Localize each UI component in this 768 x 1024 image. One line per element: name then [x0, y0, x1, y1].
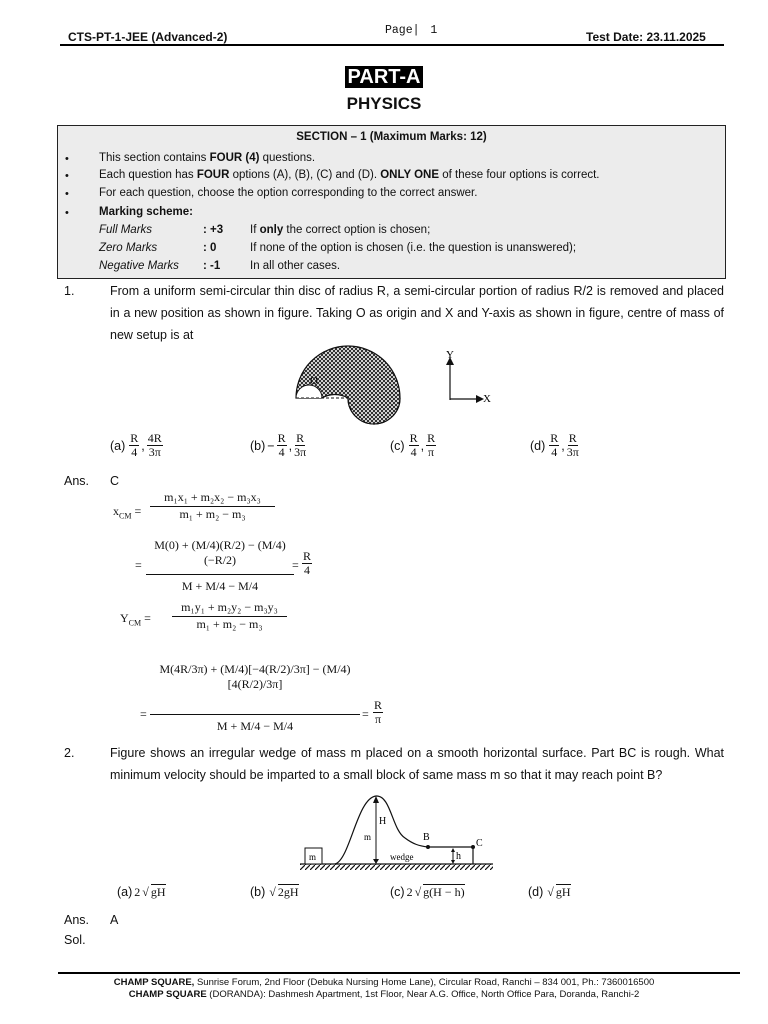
q2-answer-label: Ans. [64, 913, 90, 927]
xcm-lhs [113, 504, 141, 520]
option-label: (b) [250, 885, 266, 899]
bullet-marker: • [65, 153, 69, 165]
option-fraction [549, 432, 559, 459]
ycm-lhs [120, 611, 151, 627]
instruction-options [99, 169, 600, 181]
xcm-symbol: x [113, 504, 119, 518]
y-step-formula [150, 640, 360, 734]
part-title: PART-A [345, 66, 424, 88]
numerator: R [303, 549, 312, 563]
equals-sign: = [134, 504, 142, 518]
section-instructions-box [57, 125, 726, 279]
denominator: π [428, 445, 435, 459]
x-result-equals: = [292, 558, 299, 572]
point-C-label: C [476, 838, 483, 849]
footer-address-1 [0, 977, 768, 988]
full-marks-desc [250, 224, 430, 236]
q1-answer-label: Ans. [64, 474, 90, 488]
x-step-equals: = [135, 558, 142, 572]
part-title-wrap [0, 66, 768, 89]
y-step-equals: = [140, 707, 147, 721]
q2-option-a [117, 884, 166, 900]
sqrt-sign: √ [547, 884, 554, 899]
point-B-dot [426, 845, 430, 849]
option-fraction [426, 432, 436, 459]
xcm-denominator: m₁ + m₂ − m₃ [179, 507, 246, 521]
option-radicand: gH [150, 885, 166, 899]
x-axis-label: X [483, 393, 491, 405]
x-result [302, 550, 312, 577]
full-marks-label: Full Marks [99, 224, 153, 236]
y-result [373, 699, 383, 726]
zero-marks-desc: If none of the option is chosen (i.e. the question is unanswered); [250, 242, 577, 254]
wedge-mass-label: m [364, 832, 372, 842]
q2-option-d [528, 884, 571, 900]
option-radicand: g(H − h) [423, 885, 465, 899]
ycm-denominator: m₁ + m₂ − m₃ [196, 617, 263, 631]
y-result-fraction [373, 699, 383, 726]
option-fraction [294, 432, 306, 459]
option-fraction [147, 432, 163, 459]
option-label: (a) [117, 885, 133, 899]
height-arrow-down-icon [373, 859, 379, 864]
xcm-formula [150, 490, 275, 522]
numerator: R [409, 431, 418, 445]
ycm-formula [172, 600, 287, 632]
header-test-date: Test Date: 23.11.2025 [586, 30, 706, 44]
sqrt-sign: √ [269, 884, 276, 899]
header-test-code: CTS-PT-1-JEE (Advanced-2) [68, 30, 228, 44]
x-step-numerator: M(0) + (M/4)(R/2) − (M/4)(−R/2) [146, 534, 294, 575]
x-step-denominator: M + M/4 − M/4 [181, 579, 259, 593]
footer-address-text: (DORANDA): Dashmesh Apartment, 1st Floor, Near A.G. Office, North Office Para, Doranda, Ranchi-2 [206, 989, 640, 1000]
header-rule [60, 44, 724, 46]
xcm-subscript: CM [119, 511, 132, 521]
y-step-denominator: M + M/4 − M/4 [216, 719, 294, 733]
y-step-numerator: M(4R/3π) + (M/4)[−4(R/2)/3π] − (M/4)[4(R/2)/3π] [150, 640, 360, 715]
denominator: π [374, 712, 382, 726]
height-H-label: H [379, 816, 387, 827]
denominator: 4 [304, 563, 310, 577]
ground-hatching [300, 864, 493, 870]
q1-option-d: (d) $\frac{R}{4}$ , $\frac{R}{3\pi}$ [530, 431, 579, 459]
ycm-symbol: Y [120, 611, 129, 625]
question-2-number: 2. [64, 746, 75, 760]
option-fraction [277, 432, 287, 459]
instruction-choose: For each question, choose the option corresponding to the correct answer. [99, 187, 478, 199]
footer-address-text: Sunrise Forum, 2nd Floor (Debuka Nursing Home Lane), Circular Road, Ranchi – 834 001, Ph.: 7360016500 [194, 977, 655, 988]
q1-option-a: (a) $\frac{R}{4}$ , $\frac{4R}{3\pi}$ [110, 431, 162, 459]
numerator: R [427, 431, 436, 445]
block-mass-label: m [309, 852, 317, 862]
option-fraction [409, 432, 419, 459]
page-indicator [385, 24, 437, 37]
desc-bold: only [259, 224, 284, 236]
instruction-bold: FOUR [196, 169, 230, 181]
option-radicand: gH [555, 885, 571, 899]
moved-semicircle [348, 398, 400, 424]
denominator: 3π [294, 445, 307, 459]
option-label: (a) [110, 438, 126, 453]
numerator: R [130, 431, 139, 445]
x-step-formula [146, 534, 294, 594]
footer-brand: CHAMP SQUARE, [113, 977, 195, 988]
question-2-text: Figure shows an irregular wedge of mass m placed on a smooth horizontal surface. Part BC is rough. What minimum velocity should be imparted to a small block of same mass m so that it may reach point B? [110, 746, 724, 782]
option-label: (b) [250, 438, 266, 453]
negative-marks-label: Negative Marks [99, 260, 179, 272]
q2-wedge-figure [295, 790, 500, 876]
numerator: R [374, 698, 383, 712]
instruction-text: of these four options is correct. [439, 169, 600, 181]
q2-answer-value: A [110, 913, 119, 927]
x-result-fraction [302, 550, 312, 577]
numerator: R [277, 431, 286, 445]
option-coefficient: 2 [134, 884, 141, 899]
denominator: 4 [278, 445, 285, 459]
footer-address-2 [0, 989, 768, 1000]
point-B-label: B [423, 832, 430, 843]
xcm-numerator: m₁x₁ + m₂x₂ − m₃x₃ [150, 490, 275, 507]
sqrt-sign: √ [414, 884, 422, 899]
sqrt-sign: √ [142, 884, 149, 899]
instruction-bold: FOUR (4) [209, 152, 260, 164]
footer-rule [58, 972, 740, 974]
bullet-marker: • [65, 170, 69, 182]
instruction-bold: ONLY ONE [380, 169, 440, 181]
negative-marks-desc: In all other cases. [250, 260, 341, 272]
desc-text: If [250, 224, 260, 236]
page-number: 1 [430, 24, 438, 37]
option-radicand: 2gH [277, 885, 299, 899]
full-marks-value: : +3 [203, 224, 224, 236]
page-label: Page| [385, 24, 420, 37]
question-1-text: From a uniform semi-circular thin disc of radius R, a semi-circular portion of radius R/2 is removed and placed in a new position as shown in figure. Taking O as origin and X and Y-axis as shown in figure, centre of mass of new setup is at [110, 284, 724, 342]
denominator: 3π [148, 445, 161, 459]
numerator: R [296, 431, 305, 445]
q2-option-b [250, 884, 299, 900]
numerator: R [550, 431, 559, 445]
option-label: (d) [528, 885, 544, 899]
denominator: 3π [566, 445, 579, 459]
q1-disc-figure [280, 345, 505, 425]
instruction-text: This section contains [99, 152, 210, 164]
option-coefficient: 2 [406, 884, 413, 899]
point-C-dot [471, 845, 475, 849]
y-axis-label: Y [446, 349, 454, 361]
option-label: (c) [390, 438, 405, 453]
option-fraction [129, 432, 139, 459]
origin-label: O [310, 375, 318, 387]
q1-option-c: (c) $\frac{R}{4}$ , $\frac{R}{\pi}$ [390, 431, 436, 459]
ycm-numerator: m₁y₁ + m₂y₂ − m₃y₃ [172, 600, 287, 617]
bullet-marker: • [65, 207, 69, 219]
option-label: (d) [530, 438, 546, 453]
h-arrow-up-icon [451, 848, 455, 852]
question-1-number: 1. [64, 284, 75, 298]
instruction-question-count [99, 152, 315, 164]
instruction-text: questions. [259, 152, 316, 164]
height-h-label: h [456, 851, 461, 862]
option-label: (c) [390, 885, 405, 899]
option-sign: − [267, 438, 275, 453]
q1-answer-value: C [110, 474, 120, 488]
section-heading: SECTION – 1 (Maximum Marks: 12) [296, 131, 487, 143]
q2-option-c [390, 884, 465, 900]
equals-sign: = [144, 611, 151, 625]
marking-scheme-heading: Marking scheme: [99, 206, 193, 218]
numerator: 4R [147, 431, 162, 445]
negative-marks-value: : -1 [203, 260, 221, 272]
zero-marks-value: : 0 [203, 242, 217, 254]
numerator: R [568, 431, 577, 445]
instruction-text: Each question has [99, 169, 197, 181]
y-result-equals: = [362, 707, 369, 721]
option-fraction [567, 432, 579, 459]
denominator: 4 [410, 445, 417, 459]
q2-solution-label: Sol. [64, 933, 86, 947]
footer-brand: CHAMP SQUARE [128, 989, 207, 1000]
subject-title: PHYSICS [346, 94, 422, 113]
ycm-subscript: CM [128, 618, 142, 628]
q1-option-b: (b) − $\frac{R}{4}$ , $\frac{R}{3\pi}$ [250, 431, 307, 459]
instruction-text: options (A), (B), (C) and (D). [229, 169, 381, 181]
bullet-marker: • [65, 188, 69, 200]
denominator: 4 [131, 445, 138, 459]
denominator: 4 [551, 445, 558, 459]
zero-marks-label: Zero Marks [99, 242, 158, 254]
desc-text: the correct option is chosen; [283, 224, 431, 236]
wedge-label: wedge [390, 852, 414, 862]
